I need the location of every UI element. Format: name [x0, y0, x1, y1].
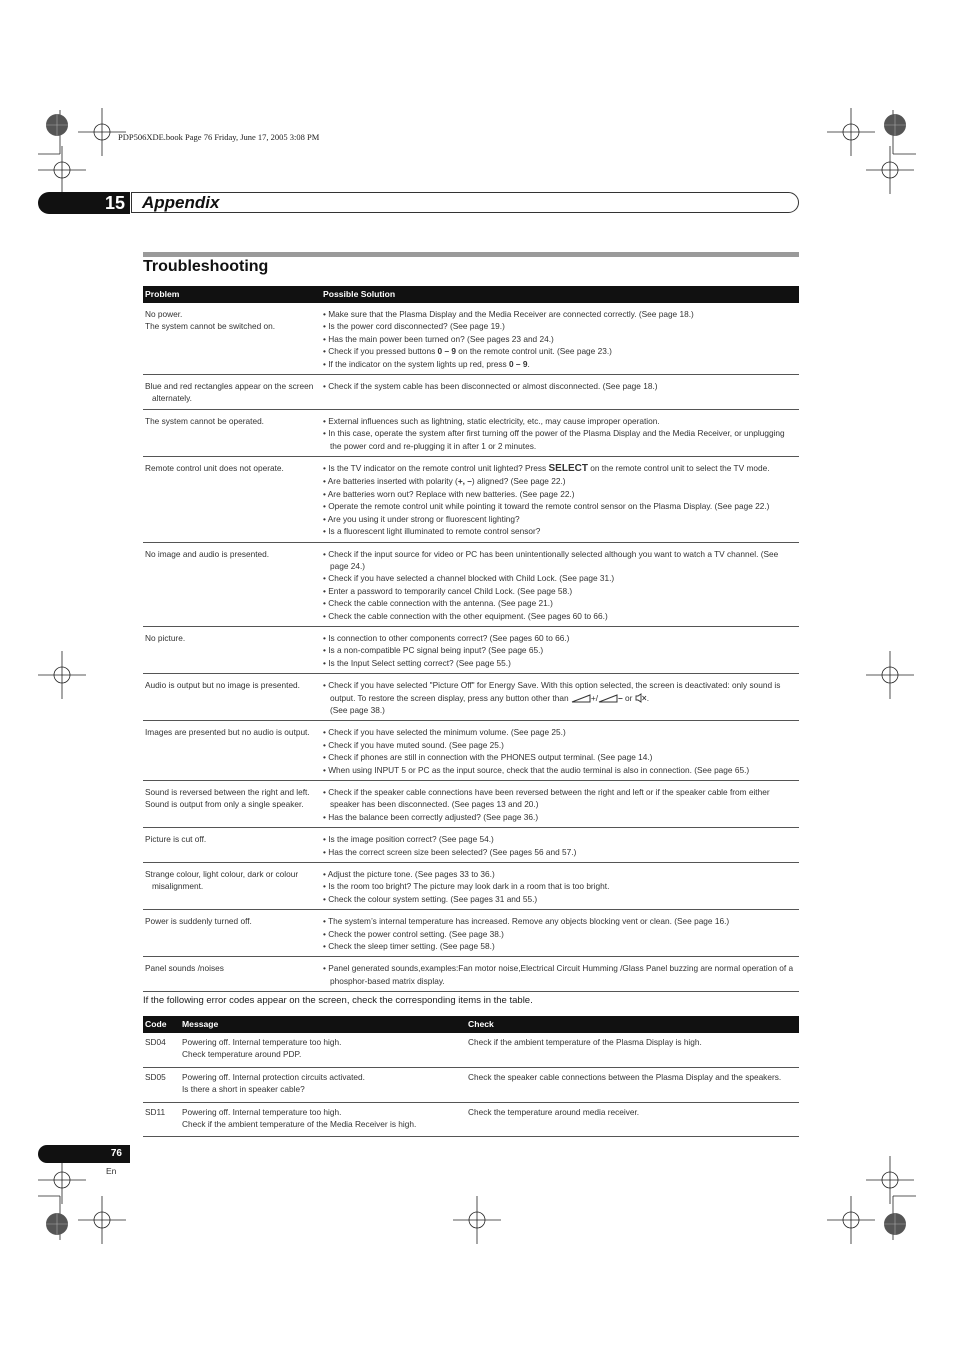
solution-cell [321, 457, 799, 542]
table-header-row [143, 286, 799, 303]
solution-text: Is the power cord disconnected? (See page 19.) [328, 321, 505, 332]
solution-text: Is the TV indicator on the remote control unit lighted? Press [328, 463, 549, 474]
problem-item: The system cannot be switched on. [145, 321, 276, 332]
solution-text: Is a non-compatible PC signal being input? (See page 65.) [328, 645, 544, 656]
problem-cell [143, 957, 321, 992]
solution-item: • Has the main power been turned on? (See pages 23 and 24.) [323, 333, 554, 344]
solution-item: • Is the image position correct? (See page 54.) [323, 834, 494, 845]
table-row [143, 828, 799, 863]
chapter-title: Appendix [142, 193, 220, 212]
problem-cell [143, 910, 321, 957]
mute-icon [635, 693, 647, 703]
problem-cell [143, 542, 321, 626]
solution-item: • Check the power control setting. (See page 38.) [323, 928, 504, 939]
problem-item: Images are presented but no audio is output. [145, 727, 310, 738]
column-header-problem: Problem [143, 286, 321, 303]
solution-text: Check if you have selected a channel blocked with Child Lock. (See page 31.) [328, 573, 615, 584]
solution-item: • Check if you have selected a channel blocked with Child Lock. (See page 31.) [323, 573, 615, 584]
problem-item: Remote control unit does not operate. [145, 463, 284, 474]
solution-cell [321, 781, 799, 828]
solution-text: In this case, operate the system after first turning off the power of the Plasma Display and the Media Receiver, or unplugging the power cord and re-plugging it in after 1 or 2 minutes. [328, 428, 785, 451]
solution-item: • Check if the system cable has been disconnected or almost disconnected. (See page 18.) [323, 381, 658, 392]
column-header-solution: Possible Solution [321, 286, 799, 303]
solution-item: • Is the power cord disconnected? (See page 19.) [323, 321, 505, 332]
solution-item: • Adjust the picture tone. (See pages 33 to 36.) [323, 869, 495, 880]
solution-cell [321, 626, 799, 673]
button-name: 0 – 9 [509, 358, 528, 369]
page-language: En [106, 1166, 117, 1176]
error-code: SD04 [143, 1033, 180, 1067]
solution-text: Check the cable connection with the antenna. (See page 21.) [328, 598, 553, 609]
solution-cell [321, 542, 799, 626]
problem-item: Strange colour, light colour, dark or colour misalignment. [145, 869, 299, 892]
solution-item: • Has the balance been correctly adjusted? (See page 36.) [323, 811, 539, 822]
solution-item: • Check if you have muted sound. (See page 25.) [323, 739, 504, 750]
solution-item: • Check the colour system setting. (See pages 31 and 55.) [323, 893, 538, 904]
solution-text: Is connection to other components correct? (See pages 60 to 66.) [328, 632, 570, 643]
solution-text: Is the room too bright? The picture may look dark in a room that is too bright. [328, 881, 610, 892]
table-row [143, 674, 799, 721]
solution-item: • Are batteries inserted with polarity (+, –) aligned? (See page 22.) [323, 476, 566, 487]
troubleshooting-table [143, 286, 799, 992]
table-row [143, 303, 799, 375]
solution-text: Is the Input Select setting correct? (See page 55.) [328, 657, 511, 668]
button-name: SELECT [548, 463, 588, 475]
problem-cell [143, 863, 321, 910]
solution-text: Are you using it under strong or fluorescent lighting? [327, 513, 520, 524]
error-codes-table [143, 1016, 799, 1137]
table-row [143, 409, 799, 456]
solution-item: • Enter a password to temporarily cancel Child Lock. (See page 58.) [323, 585, 573, 596]
solution-text: Check the cable connection with the other equipment. (See pages 60 to 66.) [328, 610, 608, 621]
solution-cell [321, 828, 799, 863]
solution-item: • Has the correct screen size been selected? (See pages 56 and 57.) [323, 846, 577, 857]
solution-text: Panel generated sounds,examples:Fan motor noise,Electrical Circuit Humming /Glass Panel buzzing are normal operation of a phosphor-based matrix display. [328, 963, 794, 986]
solution-text: Has the balance been correctly adjusted? (See page 36.) [328, 811, 539, 822]
error-codes-note: If the following error codes appear on the screen, check the corresponding items in the table. [143, 995, 533, 1006]
solution-text: Is a fluorescent light illuminated to remote control sensor? [328, 526, 541, 537]
solution-text: Are batteries worn out? Replace with new batteries. (See page 22.) [327, 488, 575, 499]
table-row [143, 1033, 799, 1067]
solution-text: Check if you have muted sound. (See page 25.) [328, 739, 504, 750]
solution-text: Check the sleep timer setting. (See page 58.) [328, 941, 495, 952]
problem-item: Power is suddenly turned off. [145, 916, 252, 927]
message-line: Powering off. Internal temperature too high. [182, 1106, 342, 1117]
solution-item: • Check if you have selected "Picture Off" for Energy Save. With this option selected, the screen is deactivated: only sound is output. To restore the screen display, press any button other than +/ – or . (See page 38.) [323, 680, 781, 715]
book-info: PDP506XDE.book Page 76 Friday, June 17, 2005 3:08 PM [118, 132, 320, 142]
solution-item: • External influences such as lightning, static electricity, etc., may cause improper operation. [323, 415, 660, 426]
error-check: Check the temperature around media receiver. [466, 1102, 799, 1137]
solution-text: Check if the input source for video or PC has been unintentionally selected although you want to watch a TV channel. (See page 24.) [328, 548, 779, 571]
solution-item: • Operate the remote control unit while pointing it toward the remote control sensor on the Plasma Display. (See page 22.) [323, 501, 770, 512]
solution-text: Has the main power been turned on? (See pages 23 and 24.) [328, 333, 554, 344]
solution-item: • Make sure that the Plasma Display and the Media Receiver are connected correctly. (See page 18.) [323, 309, 694, 319]
or-label: or [625, 692, 633, 703]
problem-item: Blue and red rectangles appear on the screen alternately. [145, 381, 314, 404]
problem-item: Sound is output from only a single speaker. [145, 799, 304, 810]
solution-item: • Check the cable connection with the other equipment. (See pages 60 to 66.) [323, 610, 608, 621]
problem-cell [143, 828, 321, 863]
solution-item: • Is a fluorescent light illuminated to remote control sensor? [323, 526, 541, 537]
solution-item: • Is a non-compatible PC signal being input? (See page 65.) [323, 645, 544, 656]
solution-text: External influences such as lightning, static electricity, etc., may cause improper operation. [328, 415, 660, 426]
message-line: Powering off. Internal temperature too high. [182, 1037, 342, 1047]
solution-cell [321, 957, 799, 992]
problem-cell [143, 781, 321, 828]
column-header-check: Check [466, 1016, 799, 1033]
table-row [143, 910, 799, 957]
table-row [143, 626, 799, 673]
solution-item: • Check if the speaker cable connections have been reversed between the right and left or if the speaker cable from either speaker has been disconnected. (See pages 13 and 20.) [323, 787, 770, 810]
solution-item: • Check the cable connection with the antenna. (See page 21.) [323, 598, 553, 609]
error-check: Check if the ambient temperature of the Plasma Display is high. [466, 1033, 799, 1067]
error-check: Check the speaker cable connections between the Plasma Display and the speakers. [466, 1067, 799, 1102]
solution-item: • Are batteries worn out? Replace with new batteries. (See page 22.) [323, 488, 575, 499]
solution-text: ) aligned? (See page 22.) [471, 476, 566, 487]
button-name: +, – [457, 476, 472, 487]
error-message [180, 1067, 466, 1102]
table-row [143, 542, 799, 626]
column-header-message: Message [180, 1016, 466, 1033]
solution-item: • Check if the input source for video or PC has been unintentionally selected although you want to watch a TV channel. (See page 24.) [323, 548, 779, 571]
problem-item: Panel sounds /noises [145, 963, 224, 974]
solution-item: • When using INPUT 5 or PC as the input source, check that the audio terminal is also in connection. (See page 65.) [323, 764, 750, 775]
solution-text: Check if you pressed buttons [328, 346, 438, 357]
solution-item: • If the indicator on the system lights up red, press 0 – 9. [323, 358, 530, 369]
problem-cell [143, 303, 321, 375]
solution-item: • Check the sleep timer setting. (See page 58.) [323, 941, 495, 952]
chapter-header-frame [131, 192, 799, 213]
solution-item: • Is the Input Select setting correct? (See page 55.) [323, 657, 511, 668]
message-line: Check temperature around PDP. [182, 1049, 302, 1060]
minus-label: – [618, 692, 623, 703]
problem-cell [143, 375, 321, 410]
solution-text: Check if you have selected the minimum volume. (See page 25.) [328, 727, 566, 738]
solution-text: Check the colour system setting. (See pages 31 and 55.) [328, 893, 538, 904]
table-row [143, 957, 799, 992]
table-row [143, 863, 799, 910]
table-row [143, 375, 799, 410]
problem-item: Picture is cut off. [145, 834, 207, 845]
solution-text: Make sure that the Plasma Display and the Media Receiver are connected correctly. (See page 18.) [328, 309, 694, 319]
solution-text: Check if the system cable has been disconnected or almost disconnected. (See page 18.) [328, 381, 658, 392]
table-row [143, 1102, 799, 1137]
solution-text: . [527, 358, 530, 369]
solution-cell [321, 674, 799, 721]
solution-text: Are batteries inserted with polarity ( [327, 476, 458, 487]
solution-text: The system’s internal temperature has increased. Remove any objects blocking vent or clean. (See page 16.) [328, 916, 730, 927]
table-row [143, 781, 799, 828]
solution-item: • Panel generated sounds,examples:Fan motor noise,Electrical Circuit Humming /Glass Panel buzzing are normal operation of a phosphor-based matrix display. [323, 963, 794, 986]
solution-text: Check the power control setting. (See page 38.) [328, 928, 504, 939]
solution-item: • Check if you have selected the minimum volume. (See page 25.) [323, 727, 566, 738]
message-line: Powering off. Internal protection circuits activated. [182, 1071, 365, 1082]
message-line: Check if the ambient temperature of the Media Receiver is high. [182, 1119, 417, 1130]
problem-item: No power. [145, 309, 183, 319]
solution-cell [321, 910, 799, 957]
chapter-number: 15 [104, 193, 126, 213]
solution-cell [321, 863, 799, 910]
error-code: SD05 [143, 1067, 180, 1102]
problem-cell [143, 457, 321, 542]
volume-ramp-icon [598, 694, 618, 703]
error-code: SD11 [143, 1102, 180, 1137]
plus-label: +/ [590, 692, 599, 703]
solution-text: Check if you have selected "Picture Off" for Energy Save. With this option selected, the screen is deactivated: only sound is output. To restore the screen display, press any button other than [328, 680, 781, 703]
problem-cell [143, 626, 321, 673]
solution-cell [321, 721, 799, 781]
solution-item: • Is the room too bright? The picture may look dark in a room that is too bright. [323, 881, 610, 892]
volume-ramp-icon [571, 694, 591, 703]
table-row [143, 457, 799, 542]
solution-item: • Is the TV indicator on the remote control unit lighted? Press SELECT on the remote control unit to select the TV mode. [323, 463, 770, 475]
error-message [180, 1033, 466, 1067]
solution-item: • The system’s internal temperature has increased. Remove any objects blocking vent or clean. (See page 16.) [323, 916, 730, 927]
problem-item: Audio is output but no image is presented. [145, 680, 300, 691]
solution-item: • Are you using it under strong or fluorescent lighting? [323, 513, 520, 524]
solution-item: • In this case, operate the system after first turning off the power of the Plasma Display and the Media Receiver, or unplugging the power cord and re-plugging it in after 1 or 2 minutes. [323, 428, 785, 451]
problem-item: No picture. [145, 632, 186, 643]
table-row [143, 721, 799, 781]
problem-cell [143, 721, 321, 781]
solution-text: (See page 38.) [330, 704, 385, 715]
page-number: 76 [110, 1148, 122, 1159]
solution-item: • Is connection to other components correct? (See pages 60 to 66.) [323, 632, 570, 643]
solution-text: If the indicator on the system lights up red, press [328, 358, 509, 369]
error-message [180, 1102, 466, 1137]
solution-item: • Check if you pressed buttons 0 – 9 on the remote control unit. (See page 23.) [323, 346, 612, 357]
section-rule [143, 252, 799, 257]
problem-item: Sound is reversed between the right and left. [145, 787, 310, 797]
section-title: Troubleshooting [143, 258, 269, 275]
solution-cell [321, 409, 799, 456]
solution-item: • Check if phones are still in connection with the PHONES output terminal. (See page 14.) [323, 752, 653, 763]
solution-text: on the remote control unit to select the TV mode. [587, 463, 770, 474]
table-row [143, 1067, 799, 1102]
column-header-code: Code [143, 1016, 180, 1033]
solution-text: Is the image position correct? (See page 54.) [328, 834, 494, 845]
problem-cell [143, 674, 321, 721]
problem-item: The system cannot be operated. [145, 415, 264, 426]
table-header-row [143, 1016, 799, 1033]
solution-text: on the remote control unit. (See page 23.) [456, 346, 612, 357]
solution-text: Check if phones are still in connection with the PHONES output terminal. (See page 14.) [328, 752, 653, 763]
solution-text: Check if the speaker cable connections have been reversed between the right and left or if the speaker cable from either speaker has been disconnected. (See pages 13 and 20.) [328, 787, 770, 810]
solution-text: Has the correct screen size been selected? (See pages 56 and 57.) [328, 846, 577, 857]
problem-cell [143, 409, 321, 456]
solution-cell [321, 303, 799, 375]
solution-text: When using INPUT 5 or PC as the input source, check that the audio terminal is also in connection. (See page 65.) [328, 764, 750, 775]
problem-item: No image and audio is presented. [145, 548, 270, 559]
solution-text: Enter a password to temporarily cancel Child Lock. (See page 58.) [328, 585, 573, 596]
solution-text: Operate the remote control unit while pointing it toward the remote control sensor on the Plasma Display. (See page 22.) [328, 501, 770, 512]
button-name: 0 – 9 [437, 346, 456, 357]
solution-cell [321, 375, 799, 410]
solution-text: Adjust the picture tone. (See pages 33 to 36.) [327, 869, 495, 880]
message-line: Is there a short in speaker cable? [182, 1084, 305, 1095]
